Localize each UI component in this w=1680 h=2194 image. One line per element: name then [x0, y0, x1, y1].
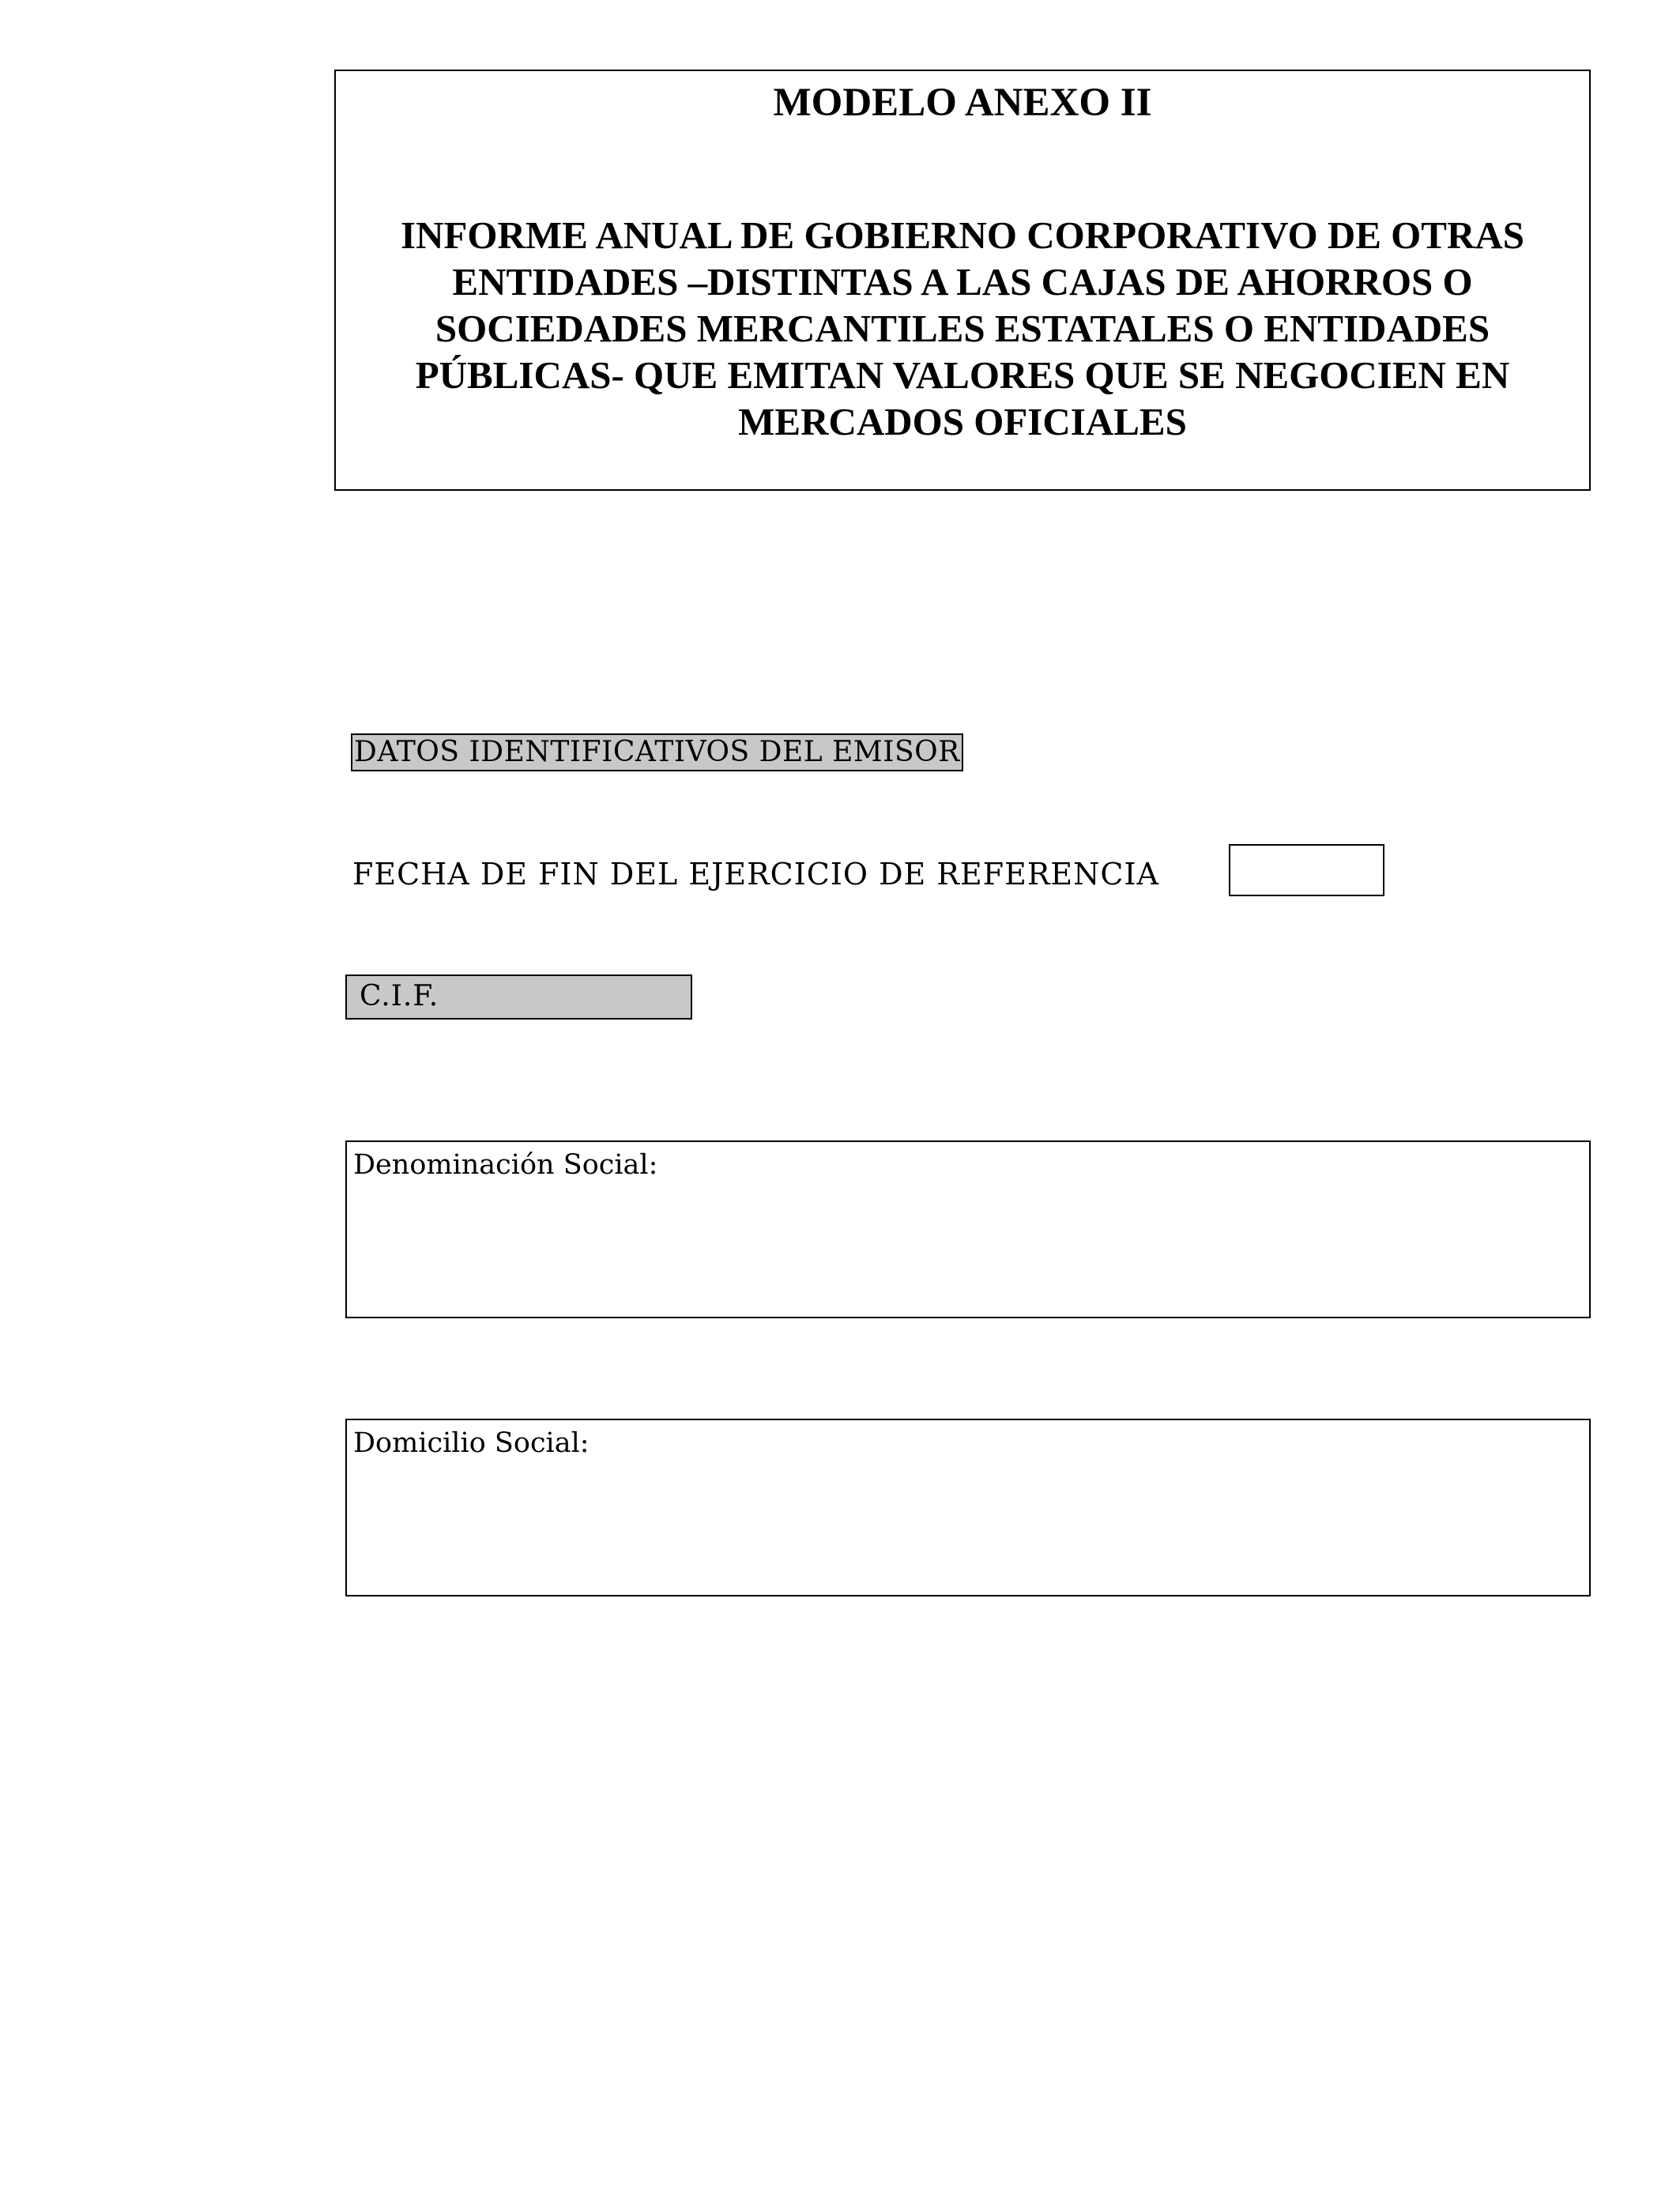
fecha-input[interactable]	[1229, 844, 1384, 896]
document-subtitle	[352, 212, 1573, 445]
fecha-label: FECHA DE FIN DEL EJERCICIO DE REFERENCIA	[352, 857, 1159, 892]
domicilio-social-label: Domicilio Social:	[353, 1427, 590, 1459]
cif-label: C.I.F.	[345, 974, 692, 1020]
domicilio-social-field[interactable]	[345, 1419, 1591, 1596]
subtitle-line: SOCIEDADES MERCANTILES ESTATALES O ENTIDADES	[435, 307, 1490, 350]
subtitle-line: MERCADOS OFICIALES	[738, 400, 1187, 443]
subtitle-line: ENTIDADES –DISTINTAS A LAS CAJAS DE AHORROS O	[452, 260, 1473, 303]
denominacion-social-field[interactable]	[345, 1140, 1591, 1318]
subtitle-line: INFORME ANUAL DE GOBIERNO CORPORATIVO DE OTRAS	[401, 213, 1524, 257]
section-label-datos-emisor: DATOS IDENTIFICATIVOS DEL EMISOR	[351, 733, 963, 771]
title-box	[334, 70, 1591, 491]
document-title: MODELO ANEXO II	[773, 81, 1152, 125]
subtitle-line: PÚBLICAS- QUE EMITAN VALORES QUE SE NEGOCIEN EN	[415, 353, 1510, 397]
denominacion-social-label: Denominación Social:	[353, 1149, 658, 1181]
